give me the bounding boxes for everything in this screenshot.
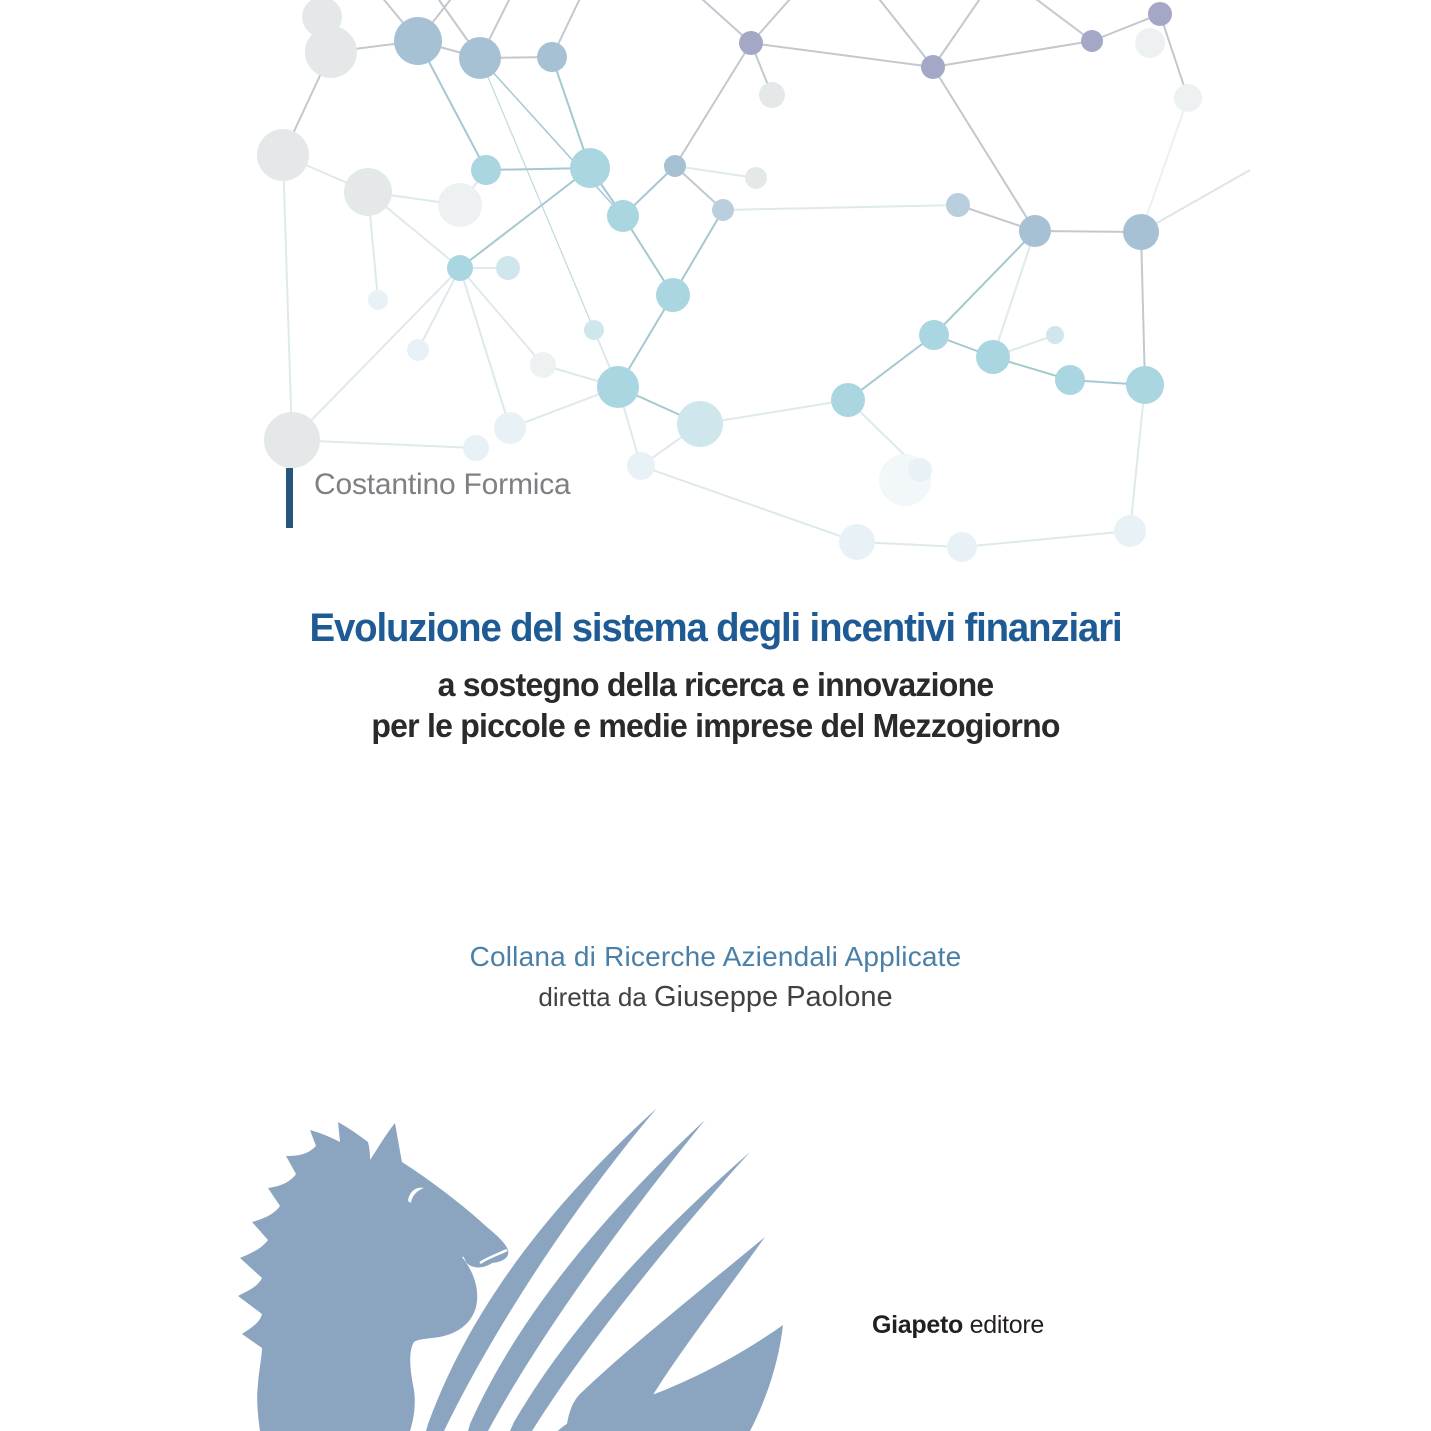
series-director-line bbox=[0, 981, 1431, 1013]
book-subtitle-line-2: per le piccole e medie imprese del Mezzogiorno bbox=[371, 707, 1060, 744]
author-name: Costantino Formica bbox=[314, 468, 571, 501]
network-graph-decoration bbox=[0, 0, 1431, 600]
publisher-suffix: editore bbox=[962, 1311, 1044, 1339]
author-block bbox=[286, 468, 571, 528]
book-title: Evoluzione del sistema degli incentivi finanziari bbox=[309, 606, 1122, 650]
pegasus-logo bbox=[238, 1108, 783, 1431]
series-director-name: Giuseppe Paolone bbox=[654, 981, 893, 1013]
series-director-prefix: diretta da bbox=[538, 982, 654, 1012]
series-name: Collana di Ricerche Aziendali Applicate bbox=[469, 941, 962, 972]
book-subtitle bbox=[21, 664, 1409, 746]
book-subtitle-line-1: a sostegno della ricerca e innovazione bbox=[437, 666, 994, 703]
publisher-name: Giapeto bbox=[872, 1311, 963, 1339]
pegasus-logo-icon bbox=[230, 1100, 830, 1431]
publisher-line bbox=[872, 1311, 1044, 1339]
pegasus-feather-2 bbox=[468, 1120, 705, 1431]
series-block bbox=[0, 941, 1431, 1013]
author-accent-bar bbox=[286, 468, 293, 528]
title-block bbox=[0, 606, 1431, 746]
